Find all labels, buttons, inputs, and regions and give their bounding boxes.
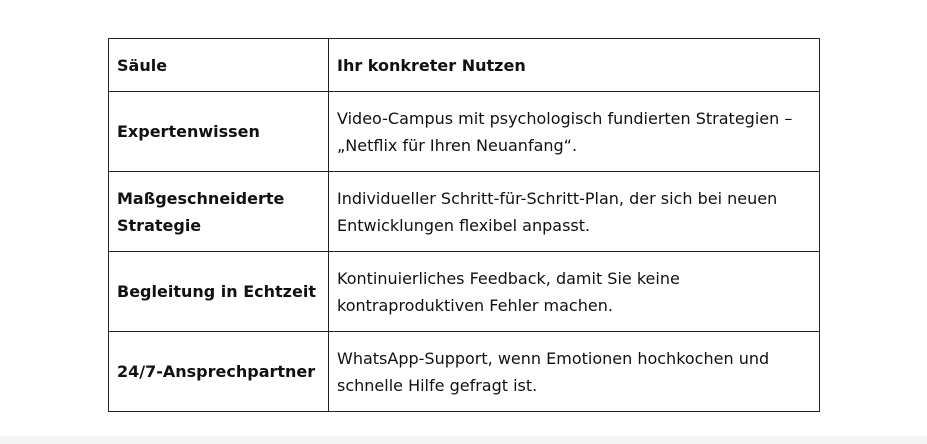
pillar-cell: Expertenwissen	[109, 92, 329, 172]
benefit-cell: Individueller Schritt-für-Schritt-Plan, der sich bei neuen Entwicklungen flexibel anpasst.	[329, 172, 820, 252]
pillar-cell: Begleitung in Echtzeit	[109, 252, 329, 332]
benefit-cell: WhatsApp-Support, wenn Emotionen hochkochen und schnelle Hilfe gefragt ist.	[329, 332, 820, 412]
pillar-cell: Maßgeschneiderte Strategie	[109, 172, 329, 252]
benefit-cell: Kontinuierliches Feedback, damit Sie keine kontraproduktiven Fehler machen.	[329, 252, 820, 332]
header-pillar: Säule	[109, 39, 329, 92]
benefit-cell: Video-Campus mit psychologisch fundierten Strategien – „Netflix für Ihren Neuanfang“.	[329, 92, 820, 172]
table-row	[109, 172, 820, 252]
table-row	[109, 332, 820, 412]
pillar-cell: 24/7-Ansprechpartner	[109, 332, 329, 412]
table-row	[109, 252, 820, 332]
bottom-divider	[0, 436, 927, 444]
header-benefit: Ihr konkreter Nutzen	[329, 39, 820, 92]
table-row	[109, 92, 820, 172]
table-header-row	[109, 39, 820, 92]
pillars-table	[108, 38, 820, 412]
